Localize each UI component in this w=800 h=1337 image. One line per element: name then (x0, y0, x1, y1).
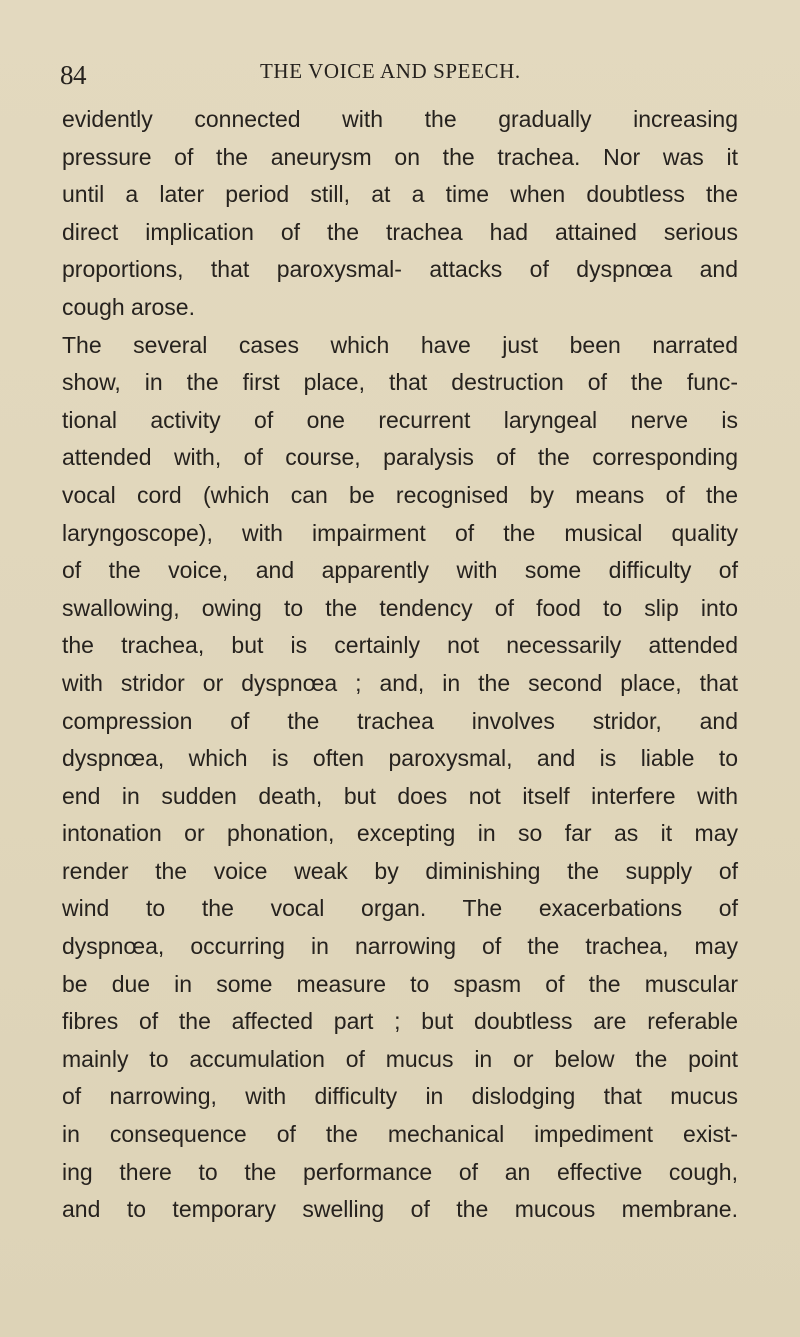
text-line: direct implication of the trachea had attained serious (62, 218, 738, 245)
text-line: cough arose. (62, 293, 195, 320)
running-title: THE VOICE AND SPEECH. (260, 59, 521, 83)
text-line: be due in some measure to spasm of the muscular (62, 970, 738, 997)
text-line: evidently connected with the gradually increasing (62, 106, 738, 132)
text-line: of narrowing, with difficulty in dislodging that mucus (62, 1083, 738, 1110)
text-line: fibres of the affected part ; but doubtless are referable (62, 1008, 738, 1035)
text-line: mainly to accumulation of mucus in or below the point (62, 1045, 738, 1072)
page-number: 84 (60, 60, 86, 90)
text-line: proportions, that paroxysmal- attacks of dyspnœa and (62, 256, 738, 283)
text-line: dyspnœa, occurring in narrowing of the trachea, may (62, 933, 738, 960)
body-text (62, 101, 738, 1229)
text-line: laryngoscope), with impairment of the musical quality (62, 519, 738, 546)
text-line: until a later period still, at a time when doubtless the (62, 181, 738, 208)
text-line: swallowing, owing to the tendency of food to slip into (62, 594, 738, 621)
text-line: of the voice, and apparently with some difficulty of (62, 557, 738, 584)
text-line: ing there to the performance of an effective cough, (62, 1158, 738, 1185)
text-line: attended with, of course, paralysis of the corresponding (62, 444, 738, 471)
text-line: the trachea, but is certainly not necessarily attended (62, 632, 738, 659)
text-line: with stridor or dyspnœa ; and, in the second place, that (62, 669, 738, 696)
text-line: intonation or phonation, excepting in so far as it may (62, 820, 738, 847)
text-line: in consequence of the mechanical impediment exist- (62, 1121, 738, 1148)
paragraph-start-line: The several cases which have just been narrated (62, 331, 738, 358)
text-line: pressure of the aneurysm on the trachea. Nor was it (62, 143, 738, 170)
text-line: dyspnœa, which is often paroxysmal, and is liable to (62, 745, 738, 772)
text-line: end in sudden death, but does not itself interfere with (62, 782, 738, 809)
running-head (60, 56, 760, 90)
text-line: render the voice weak by diminishing the supply of (62, 857, 738, 884)
text-line: tional activity of one recurrent laryngeal nerve is (62, 406, 738, 433)
text-line: and to temporary swelling of the mucous membrane. (62, 1196, 738, 1223)
text-line: wind to the vocal organ. The exacerbations of (62, 895, 738, 922)
text-line: show, in the first place, that destruction of the func- (62, 369, 738, 396)
text-line: compression of the trachea involves stridor, and (62, 707, 738, 734)
text-line: vocal cord (which can be recognised by means of the (62, 481, 738, 508)
